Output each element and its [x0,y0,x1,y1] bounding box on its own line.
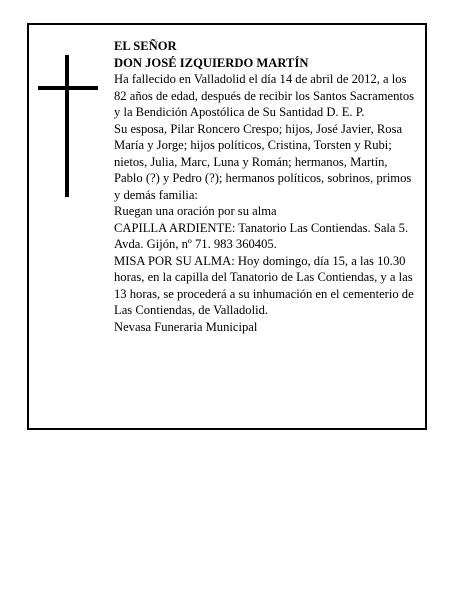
chapel-info: CAPILLA ARDIENTE: Tanatorio Las Contiendas. Sala 5. Avda. Gijón, nº 71. 983 360405. [114,220,409,251]
death-announcement: Ha fallecido en Valladolid el día 14 de abril de 2012, a los 82 años de edad, después de recibir los Santos Sacramentos y la Bendición Apostólica de Su Santidad D. E. P. [114,72,415,119]
title-line-1: EL SEÑOR [114,39,177,53]
deceased-name: DON JOSÉ IZQUIERDO MARTÍN [114,55,309,70]
notice-text [114,38,418,335]
cross-vertical-bar [65,55,69,197]
cross-horizontal-bar [38,86,98,90]
prayer-request: Ruegan una oración por su alma [114,204,277,218]
family-list: Su esposa, Pilar Roncero Crespo; hijos, José Javier, Rosa María y Jorge; hijos políticos, Cristina, Torsten y Rubi; nietos, Julia, Marc, Luna y Román; hermanos, Martín, Pablo (?) y Pedro (?); hermanos políticos, sobrinos, primos y demás familia: [114,121,412,202]
cross-icon [38,55,98,197]
funeral-home: Nevasa Funeraria Municipal [114,319,258,334]
mass-info: MISA POR SU ALMA: Hoy domingo, día 15, a las 10.30 horas, en la capilla del Tanatorio de Las Contiendas, y a las 13 horas, se procederá a su inhumación en el cementerio de Las Contiendas, de Valladolid. [114,253,414,317]
